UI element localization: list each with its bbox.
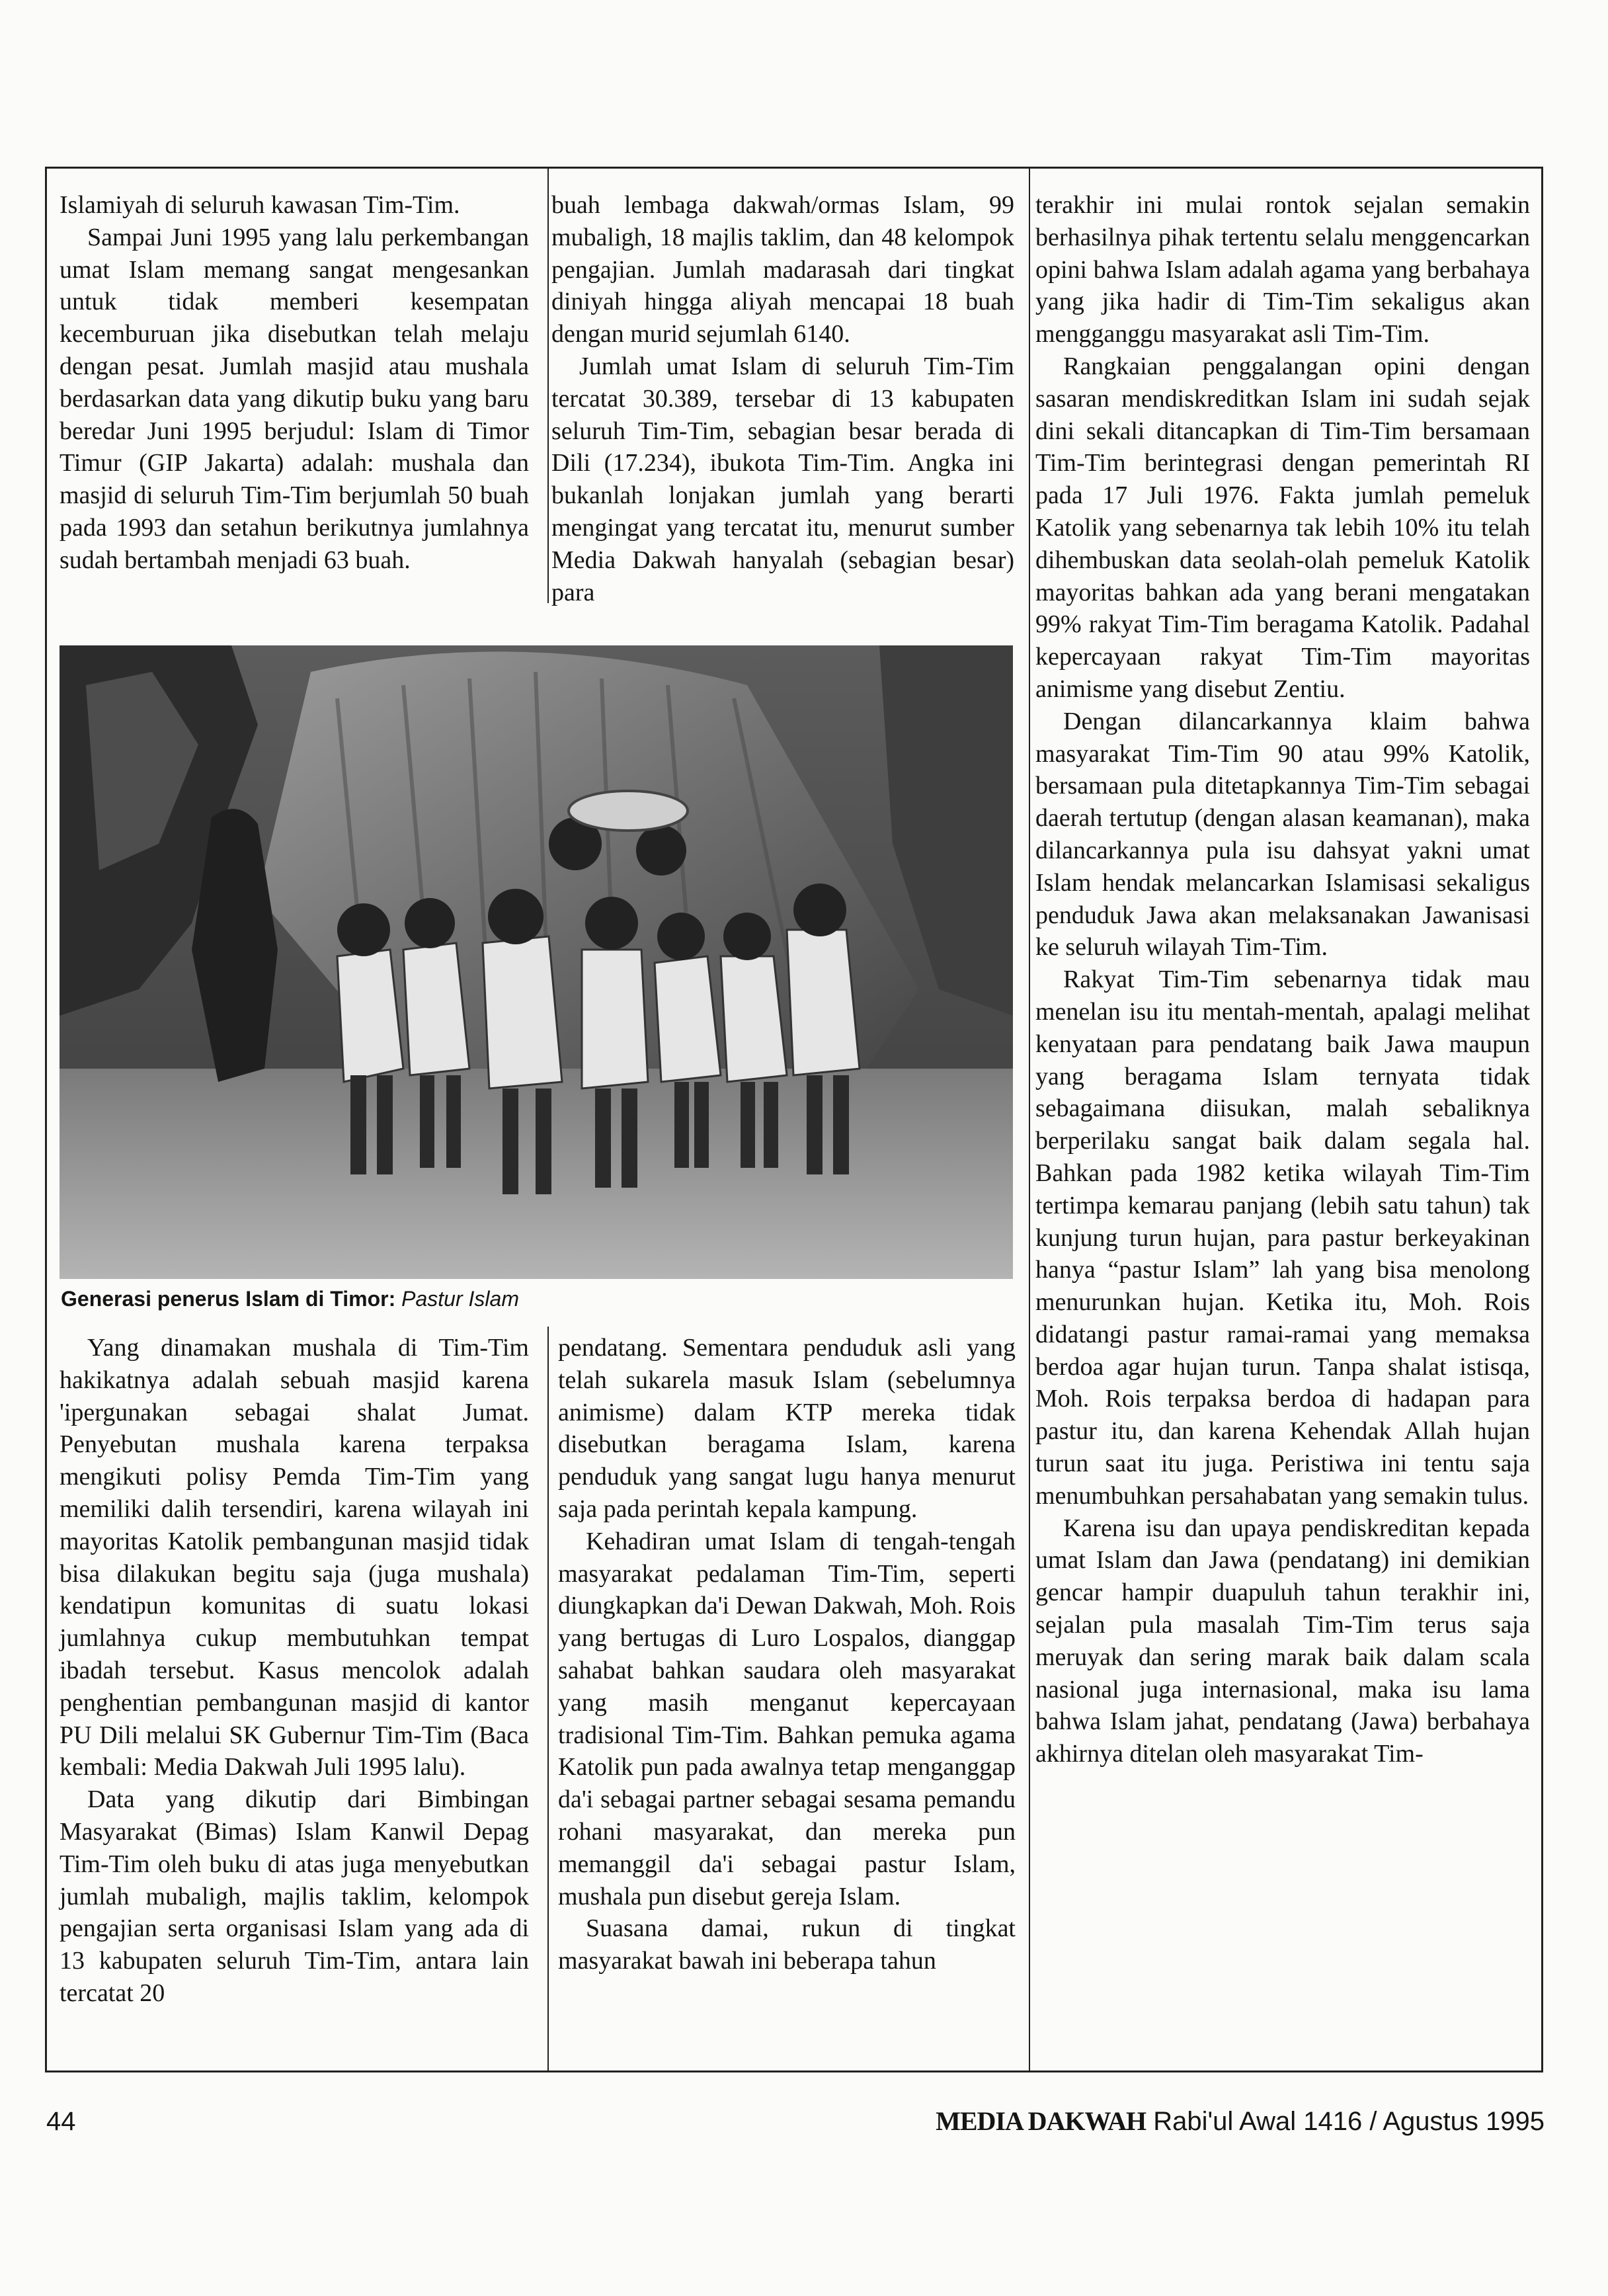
bottom-column-2 — [558, 1332, 1016, 1977]
magazine-name: MEDIA DAKWAH — [936, 2106, 1146, 2136]
col1-col2-divider-bottom — [547, 1327, 549, 2072]
paragraph: Jumlah umat Islam di seluruh Tim-Tim tercatat 30.389, tersebar di 13 kabupaten seluruh Tim-Tim, sebagian besar berada di Dili (17.234), ibukota Tim-Tim. Angka ini bukanlah lonjakan jumlah yang berarti mengingat yang tercatat itu, menurut sumber Media Dakwah hanyalah (sebagian besar) para — [551, 352, 1014, 606]
col2-col3-divider — [1029, 167, 1030, 2072]
paragraph: Rakyat Tim-Tim sebenarnya tidak mau menelan isu itu mentah-mentah, apalagi melihat kenyataan para pendatang baik Jawa maupun yang beragama Islam ternyata tidak sebagaimana diisukan, malah sebaliknya berperilaku sangat baik dalam segala hal. Bahkan pada 1982 ketika wilayah Tim-Tim tertimpa kemarau panjang (lebih satu tahun) tak kunjung turun hujan, para pastur berkeyakinan hanya “pastur Islam” lah yang bisa menolong menurunkan hujan. Ketika itu, Moh. Rois didatangi pastur ramai-ramai yang memaksa berdoa agar hujan turun. Tanpa shalat istisqa, Moh. Rois terpaksa berdoa di hadapan para pastur itu, dan karena Kehendak Allah hujan turun saat itu juga. Peristiwa ini tentu saja menumbuhkan persahabatan yang semakin tulus. — [1035, 965, 1530, 1510]
photo-children-of-timor — [60, 645, 1013, 1279]
col1-col2-divider-top — [547, 167, 549, 603]
top-border — [45, 167, 1543, 169]
paragraph: Kehadiran umat Islam di tengah-tengah masyarakat pedalaman Tim-Tim, seperti diungkapkan da'i Dewan Dakwah, Moh. Rois yang bertugas di Luro Lospalos, dianggap sahabat bahkan saudara oleh masyarakat yang masih menganut kepercayaan tradisional Tim-Tim. Bahkan pemuka agama Katolik pun pada awalnya tetap menganggap da'i sebagai partner sebagai sesama pemandu rohani masyarakat, dan mereka pun memanggil da'i sebagai pastur Islam, mushala pun disebut gereja Islam. — [558, 1527, 1016, 1910]
paragraph: Dengan dilancarkannya klaim bahwa masyarakat Tim-Tim 90 atau 99% Katolik, bersamaan pula ditetapkannya Tim-Tim sebagai daerah tertutup (dengan alasan keamanan), maka dilancarkannya pula isu dahsyat yakni umat Islam hendak melancarkan Islamisasi sekaligus penduduk Jawa akan melaksanakan Jawanisasi ke seluruh wilayah Tim-Tim. — [1035, 707, 1530, 962]
paragraph: Islamiyah di seluruh kawasan Tim-Tim. — [60, 191, 460, 219]
bottom-border — [45, 2070, 1543, 2072]
column-3 — [1035, 189, 1530, 1770]
left-border — [45, 167, 47, 2072]
paragraph: terakhir ini mulai rontok sejalan semakin berhasilnya pihak tertentu selalu menggencarkan opini bahwa Islam adalah agama yang berbahaya yang jika hadir di Tim-Tim sekaligus akan mengganggu masyarakat asli Tim-Tim. — [1035, 191, 1530, 348]
paragraph: Yang dinamakan mushala di Tim-Tim hakikatnya adalah sebuah masjid karena 'ipergunakan sebagai shalat Jumat. Penyebutan mushala karena terpaksa mengikuti polisy Pemda Tim-Tim yang memiliki dalih tersendiri, karena wilayah ini mayoritas Katolik pembangunan masjid tidak bisa dilakukan begitu saja (juga mushala) kendatipun komunitas di suatu lokasi jumlahnya cukup membutuhkan tempat ibadah tersebut. Kasus mencolok adalah penghentian pembangunan masjid di kantor PU Dili melalui SK Gubernur Tim-Tim (Baca kembali: Media Dakwah Juli 1995 lalu). — [60, 1334, 529, 1782]
paragraph: buah lembaga dakwah/ormas Islam, 99 mubaligh, 18 majlis taklim, dan 48 kelompok pengajian. Jumlah madarasah dari tingkat diniyah hingga aliyah mencapai 18 buah dengan murid sejumlah 6140. — [551, 191, 1014, 348]
page-number: 44 — [46, 2107, 76, 2136]
issue-date: Rabi'ul Awal 1416 / Agustus 1995 — [1153, 2107, 1545, 2136]
top-column-1 — [60, 189, 529, 577]
paragraph: Rangkaian penggalangan opini dengan sasaran mendiskreditkan Islam ini sudah sejak dini sekali ditancapkan di Tim-Tim bersamaan Tim-Tim berintegrasi dengan pemerintah RI pada 17 Juli 1976. Fakta jumlah pemeluk Katolik yang sebenarnya tak lebih 10% itu telah dihembuskan data seolah-olah pemeluk Katolik mayoritas bahkan ada yang berani mengatakan 99% rakyat Tim-Tim beragama Katolik. Padahal kepercayaan rakyat Tim-Tim mayoritas animisme yang disebut Zentiu. — [1035, 352, 1530, 703]
photo-caption — [61, 1286, 519, 1312]
paragraph: Karena isu dan upaya pendiskreditan kepada umat Islam dan Jawa (pendatang) ini demikian gencar hampir duapuluh tahun terakhir ini, sejalan pula masalah Tim-Tim terus saja meruyak dan sering marak baik dalam scala nasional juga internasional, maka isu lama bahwa Islam jahat, pendatang (Jawa) berbahaya akhirnya ditelan oleh masyarakat Tim- — [1035, 1514, 1530, 1768]
paragraph: Sampai Juni 1995 yang lalu perkembangan umat Islam memang sangat mengesankan untuk tidak memberi kesempatan kecemburuan jika disebutkan telah melaju dengan pesat. Jumlah masjid atau mushala berdasarkan data yang dikutip buku yang baru beredar Juni 1995 berjudul: Islam di Timor Timur (GIP Jakarta) adalah: mushala dan masjid di seluruh Tim-Tim berjumlah 50 buah pada 1993 dan setahun berikutnya jumlahnya sudah bertambah menjadi 63 buah. — [60, 223, 529, 574]
caption-bold: Generasi penerus Islam di Timor: — [61, 1287, 396, 1311]
paragraph: Suasana damai, rukun di tingkat masyarakat bawah ini beberapa tahun — [558, 1914, 1016, 1975]
caption-italic: Pastur Islam — [401, 1287, 519, 1311]
paragraph: Data yang dikutip dari Bimbingan Masyarakat (Bimas) Islam Kanwil Depag Tim-Tim oleh buku di atas juga menyebutkan jumlah mubaligh, majlis taklim, kelompok pengajian serta organisasi Islam yang ada di 13 kabupaten seluruh Tim-Tim, antara lain tercatat 20 — [60, 1785, 529, 2007]
footer-issue-line — [936, 2106, 1545, 2137]
right-border — [1541, 167, 1543, 2072]
top-column-2 — [551, 189, 1014, 608]
bottom-column-1 — [60, 1332, 529, 2010]
paragraph: pendatang. Sementara penduduk asli yang telah sukarela masuk Islam (sebelumnya animisme) dalam KTP mereka tidak disebutkan beragama Islam, karena penduduk yang sangat lugu hanya menurut saja pada perintah kepala kampung. — [558, 1334, 1016, 1523]
photo-image — [60, 645, 1013, 1279]
